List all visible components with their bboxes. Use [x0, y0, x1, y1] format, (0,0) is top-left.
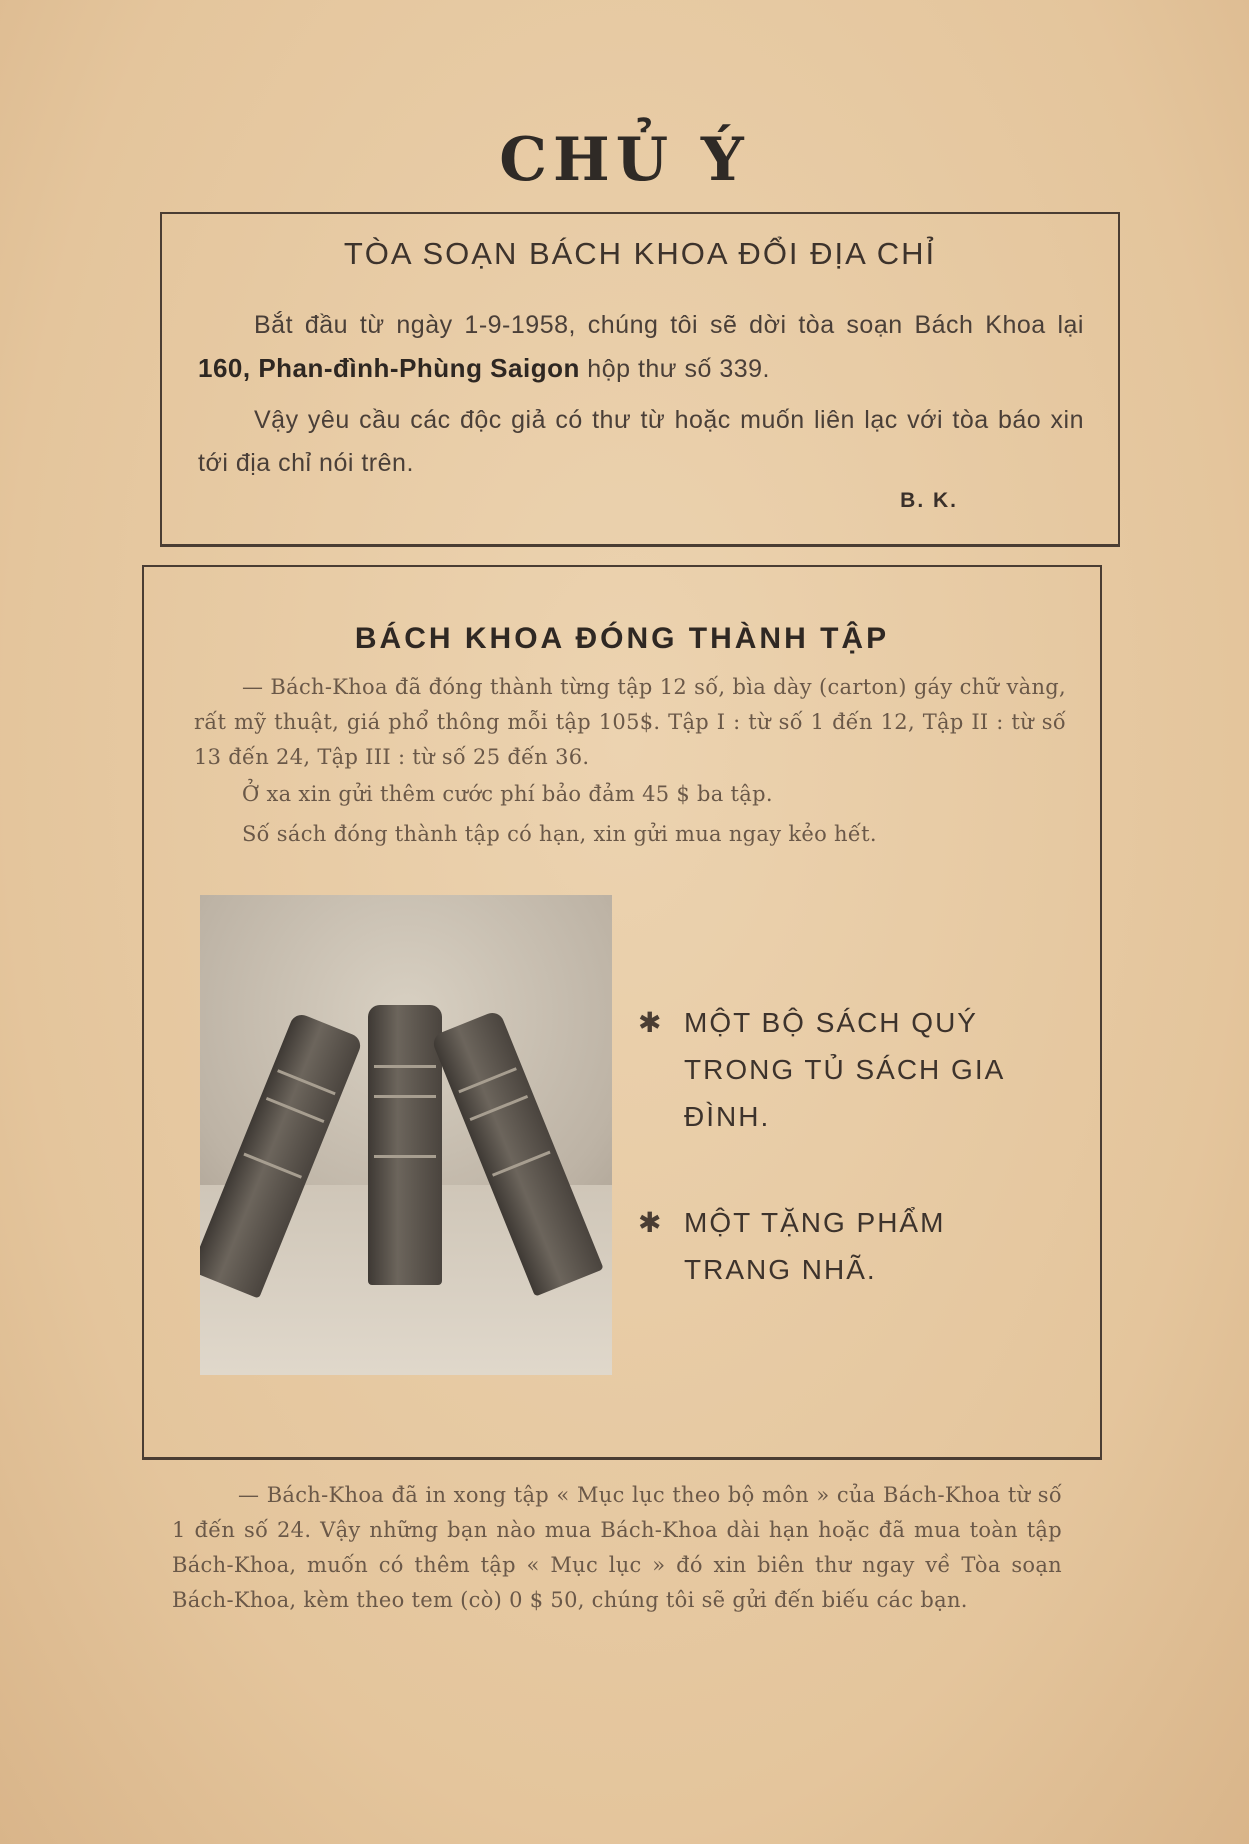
bullet-1-text: MỘT BỘ SÁCH QUÝ TRONG TỦ SÁCH GIA ĐÌNH. [684, 1007, 1004, 1132]
star-icon: ✱ [638, 1207, 664, 1238]
notice-paragraph-2 [198, 399, 1084, 485]
bound-volumes-box [142, 565, 1102, 1460]
bound-volumes-paragraph-2: Ở xa xin gửi thêm cước phí bảo đảm 45 $ ba tập. [242, 782, 773, 806]
bullet-1 [638, 999, 1014, 1140]
notice-p1-end: hộp thư số 339. [579, 355, 770, 383]
bound-volumes-title: BÁCH KHOA ĐÓNG THÀNH TẬP [354, 622, 890, 655]
star-icon: ✱ [638, 1007, 664, 1038]
footer-paragraph [172, 1478, 1062, 1618]
bound-volumes-photo [200, 895, 612, 1375]
notice-p2-text: Vậy yêu cầu các độc giả có thư từ hoặc muốn liên lạc với tòa báo xin tới địa chỉ nói trên. [198, 406, 1084, 477]
footer-text: — Bách-Khoa đã in xong tập « Mục lục theo bộ môn » của Bách-Khoa từ số 1 đến số 24. Vậy những bạn nào mua Bách-Khoa dài hạn hoặc đã mua toàn tập Bách-Khoa, muốn có thêm tập « Mục lục » đó xin biên thư ngay về Tòa soạn Bách-Khoa, kèm theo tem (cò) 0 $ 50, chúng tôi sẽ gửi đến biếu các bạn. [172, 1483, 1062, 1612]
bound-volumes-paragraph-1: — Bách-Khoa đã đóng thành từng tập 12 số, bìa dày (carton) gáy chữ vàng, rất mỹ thuật, giá phổ thông mỗi tập 105$. Tập I : từ số 1 đến 12, Tập II : từ số 13 đến 24, Tập III : từ số 25 đến 36. [194, 675, 1066, 769]
bullet-2-text: MỘT TẶNG PHẨM TRANG NHÃ. [684, 1207, 946, 1285]
notice-address: 160, Phan-đình-Phùng Saigon [198, 353, 580, 383]
bullet-2 [638, 1199, 964, 1293]
notice-p1-start: Bắt đầu từ ngày 1-9-1958, chúng tôi sẽ dời tòa soạn Bách Khoa lại [254, 311, 1084, 339]
bound-volumes-paragraph-3: Số sách đóng thành tập có hạn, xin gửi mua ngay kẻo hết. [242, 822, 877, 846]
notice-title: TÒA SOẠN BÁCH KHOA ĐỔI ĐỊA CHỈ [343, 236, 937, 271]
page-title: CHỦ Ý [499, 125, 750, 195]
notice-signature: B. K. [900, 489, 958, 512]
notice-paragraph-1 [198, 304, 1084, 391]
address-notice-box [160, 212, 1120, 547]
book-spine-2 [368, 1005, 442, 1285]
